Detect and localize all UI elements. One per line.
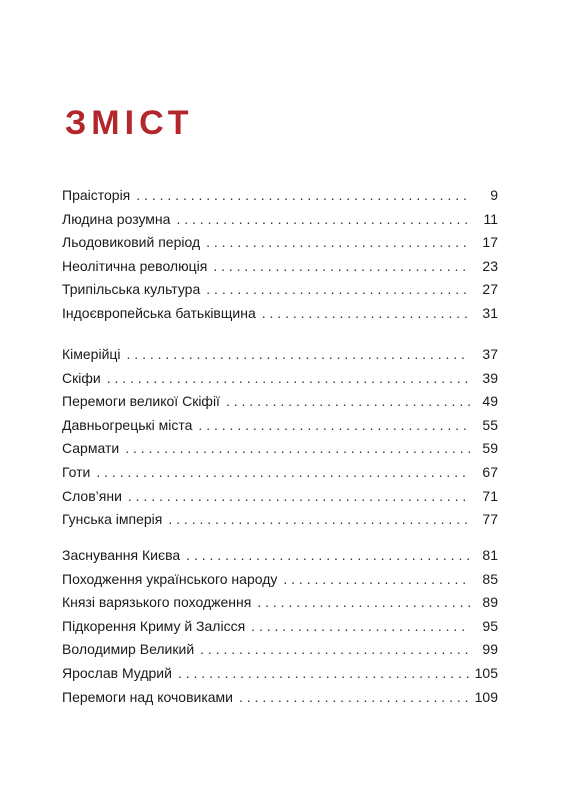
toc-entry (62, 568, 498, 592)
toc-entry-page-number: 23 (482, 257, 498, 274)
toc-entry-title: Праісторія (62, 187, 131, 203)
toc-dot-leader (186, 544, 470, 568)
toc-dot-leader (206, 231, 470, 255)
toc-entry-title: Гунська імперія (62, 511, 163, 528)
toc-entry-page-number: 31 (482, 304, 498, 321)
toc-entry-page-number: 37 (482, 346, 498, 362)
toc-entry (62, 208, 498, 232)
toc-entry (62, 278, 498, 302)
toc-dot-leader (213, 255, 470, 279)
toc-entry-title: Ярослав Мудрий (62, 664, 172, 681)
toc-entry-title: Льодовиковий період (62, 234, 201, 251)
toc-dot-leader (206, 278, 470, 302)
page-title: ЗМІСТ (65, 104, 194, 142)
toc-entry-title: Заснування Києва (62, 547, 181, 563)
toc-entry (62, 302, 498, 326)
toc-dot-leader (176, 208, 470, 232)
toc-dot-leader (136, 184, 470, 208)
toc-dot-leader (96, 461, 470, 485)
toc-entry-title: Неолітична революція (62, 257, 208, 274)
toc-entry-title: Готи (62, 463, 91, 480)
toc-entry-title: Людина розумна (62, 210, 171, 227)
toc-entry-page-number: 77 (482, 511, 498, 528)
toc-entry-page-number: 67 (482, 463, 498, 480)
toc-entry (62, 485, 498, 509)
toc-entry-page-number: 105 (474, 664, 498, 681)
toc-entry-page-number: 89 (482, 594, 498, 611)
toc-entry (62, 414, 498, 438)
toc-entry-page-number: 55 (482, 416, 498, 433)
toc-entry (62, 255, 498, 279)
toc-entry-title: Давньогрецькі міста (62, 416, 193, 433)
toc-entry-page-number: 11 (483, 210, 498, 227)
toc-entry-title: Індоєвропейська батьківщина (62, 304, 256, 321)
toc-entry-title: Трипільська культура (62, 281, 201, 298)
toc-entry (62, 367, 498, 391)
toc-entry (62, 461, 498, 485)
toc-entry-page-number: 17 (482, 234, 498, 251)
toc-dot-leader (198, 414, 470, 438)
toc-dot-leader (257, 591, 470, 615)
toc-entry (62, 508, 498, 532)
toc-entry (62, 662, 498, 686)
toc-entry-page-number: 71 (482, 487, 498, 504)
toc-entry-title: Володимир Великий (62, 641, 195, 658)
toc-dot-leader (168, 508, 470, 532)
toc-dot-leader (200, 638, 470, 662)
toc-entry (62, 343, 498, 367)
toc-entry-page-number: 109 (474, 688, 498, 705)
toc-entry-page-number: 95 (482, 617, 498, 634)
toc-entry (62, 184, 498, 208)
toc-dot-leader (239, 686, 469, 710)
toc-entry (62, 686, 498, 710)
toc-dot-leader (262, 302, 470, 326)
toc-entry (62, 638, 498, 662)
toc-entry-title: Кімерійці (62, 346, 121, 362)
toc-entry-page-number: 49 (482, 393, 498, 410)
toc-dot-leader (125, 437, 470, 461)
toc-entry-page-number: 39 (482, 369, 498, 386)
toc-entry-title: Перемоги над кочовиками (62, 688, 233, 705)
toc-dot-leader (107, 367, 470, 391)
toc-entry-title: Сармати (62, 440, 120, 457)
toc-dot-leader (178, 662, 469, 686)
toc-entry-title: Скіфи (62, 369, 101, 386)
toc-section-1 (62, 184, 498, 326)
toc-entry (62, 591, 498, 615)
toc-entry (62, 615, 498, 639)
toc-entry-title: Перемоги великої Скіфії (62, 393, 220, 410)
toc-entry-title: Слов’яни (62, 487, 122, 504)
toc-dot-leader (127, 343, 470, 367)
toc-entry-page-number: 9 (490, 187, 498, 203)
toc-dot-leader (251, 615, 470, 639)
toc-dot-leader (283, 568, 470, 592)
toc-entry-page-number: 85 (482, 570, 498, 587)
toc-section-2 (62, 343, 498, 532)
toc-section-3 (62, 544, 498, 709)
toc-dot-leader (226, 390, 470, 414)
toc-entry-title: Князі варязького походження (62, 594, 252, 611)
toc-entry-page-number: 59 (482, 440, 498, 457)
toc-entry (62, 437, 498, 461)
toc-entry-title: Походження українського народу (62, 570, 278, 587)
toc-dot-leader (128, 485, 470, 509)
toc-entry (62, 390, 498, 414)
toc-entry (62, 231, 498, 255)
toc-entry-page-number: 81 (482, 547, 498, 563)
toc-entry (62, 544, 498, 568)
toc-entry-title: Підкорення Криму й Залісся (62, 617, 246, 634)
toc-entry-page-number: 99 (482, 641, 498, 658)
toc-entry-page-number: 27 (482, 281, 498, 298)
